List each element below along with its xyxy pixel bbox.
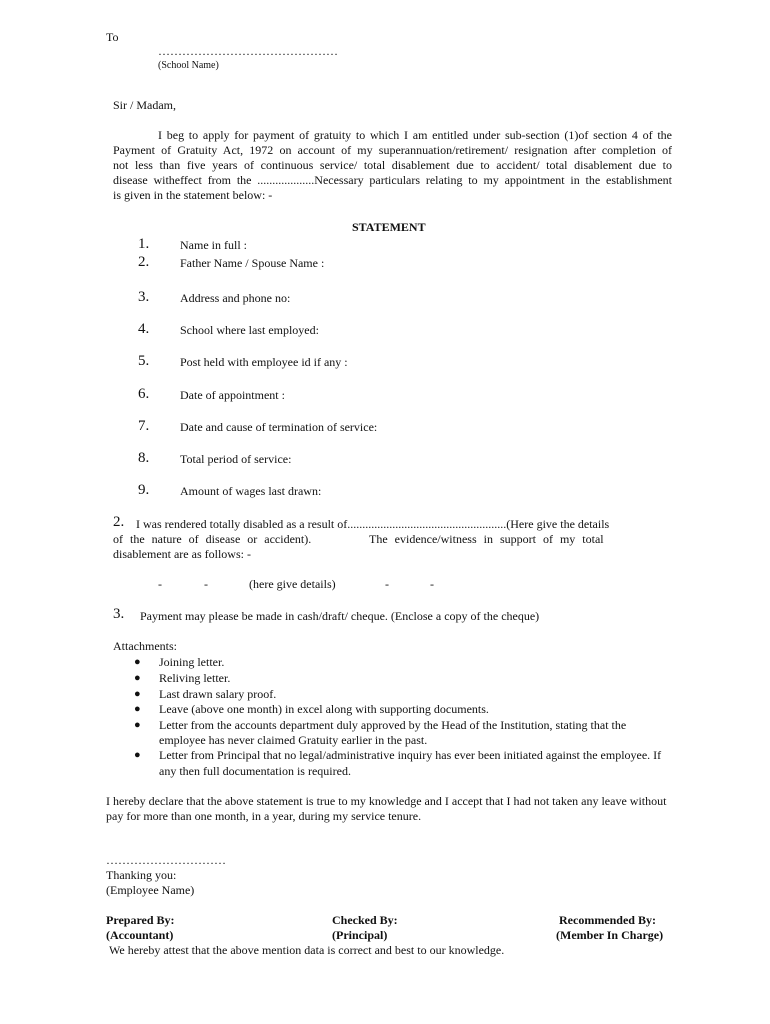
particular-number: 6. (138, 386, 150, 402)
particular-number: 4. (138, 321, 150, 337)
dash: - (158, 577, 162, 591)
bullet-icon: ● (134, 672, 141, 684)
particular-label: Amount of wages last drawn: (180, 484, 322, 498)
attachments-heading: Attachments: (113, 639, 177, 653)
particular-label: Date and cause of termination of service: (180, 420, 378, 434)
intro-line: Payment of Gratuity Act, 1972 on account of my superannuation/retirement/ resignation after completion of (113, 143, 672, 157)
bullet-icon: ● (134, 749, 141, 761)
bullet-icon: ● (134, 703, 141, 715)
bullet-icon: ● (134, 688, 141, 700)
declaration-line: I hereby declare that the above statement is true to my knowledge and I accept that I had not taken any leave without (106, 794, 667, 808)
attachment-item: Reliving letter. (159, 671, 231, 685)
school-name-blank: ……………………………………… (158, 44, 338, 58)
particular-number: 5. (138, 353, 150, 369)
principal-role: (Principal) (332, 928, 388, 942)
attachment-item-continued: employee has never claimed Gratuity earlier in the past. (159, 733, 428, 747)
attachment-item: Letter from the accounts department duly approved by the Head of the Institution, stating that the (159, 718, 627, 732)
salutation: Sir / Madam, (113, 98, 176, 112)
section-number: 3. (113, 606, 125, 622)
particular-label: Post held with employee id if any : (180, 355, 348, 369)
to-label: To (106, 30, 119, 44)
disability-line: I was rendered totally disabled as a result of.....................................................(Here give the details (136, 517, 610, 531)
payment-text: Payment may please be made in cash/draft/ cheque. (Enclose a copy of the cheque) (140, 609, 540, 623)
particular-number: 8. (138, 450, 150, 466)
particular-label: Father Name / Spouse Name : (180, 256, 325, 270)
particular-number: 1. (138, 236, 150, 252)
intro-line: disease witheffect from the ...................Necessary particulars relating to my appointment in the establishment (113, 173, 672, 187)
intro-line: is given in the statement below: - (113, 188, 273, 202)
dash: - (204, 577, 208, 591)
declaration-line: pay for more than one month, in a year, during my service tenure. (106, 809, 422, 823)
signature-blank: ………………………… (106, 853, 226, 867)
details-placeholder: (here give details) (249, 577, 336, 591)
dash: - (385, 577, 389, 591)
particular-label: School where last employed: (180, 323, 319, 337)
recommended-by-label: Recommended By: (559, 913, 656, 927)
particular-label: Name in full : (180, 238, 247, 252)
bullet-icon: ● (134, 719, 141, 731)
intro-line: I beg to apply for payment of gratuity to which I am entitled under sub-section (1)of section 4 of the (158, 128, 672, 142)
attachment-item: Last drawn salary proof. (159, 687, 277, 701)
attachment-item: Joining letter. (159, 655, 225, 669)
member-in-charge-role: (Member In Charge) (556, 928, 664, 942)
statement-title: STATEMENT (352, 220, 426, 234)
prepared-by-label: Prepared By: (106, 913, 175, 927)
disability-line: of the nature of disease or accident). (113, 532, 312, 546)
particular-number: 9. (138, 482, 150, 498)
attachment-item-continued: any then full documentation is required. (159, 764, 351, 778)
checked-by-label: Checked By: (332, 913, 398, 927)
disability-line: disablement are as follows: - (113, 547, 251, 561)
intro-line: not less than five years of continuous service/ total disablement due to accident/ total disablement due to (113, 158, 672, 172)
disability-line: The evidence/witness in support of my total (369, 532, 604, 546)
attestation-text: We hereby attest that the above mention data is correct and best to our knowledge. (109, 943, 505, 957)
accountant-role: (Accountant) (106, 928, 174, 942)
particular-label: Address and phone no: (180, 291, 291, 305)
thanking-text: Thanking you: (106, 868, 177, 882)
bullet-icon: ● (134, 656, 141, 668)
particular-number: 3. (138, 289, 150, 305)
particular-number: 2. (138, 254, 150, 270)
section-number: 2. (113, 514, 125, 530)
particular-number: 7. (138, 418, 150, 434)
employee-name-caption: (Employee Name) (106, 883, 195, 897)
school-name-caption: (School Name) (158, 60, 219, 71)
particular-label: Date of appointment : (180, 388, 285, 402)
particular-label: Total period of service: (180, 452, 292, 466)
attachment-item: Letter from Principal that no legal/administrative inquiry has ever been initiated against the employee. If (159, 748, 662, 762)
dash: - (430, 577, 434, 591)
attachment-item: Leave (above one month) in excel along with supporting documents. (159, 702, 489, 716)
